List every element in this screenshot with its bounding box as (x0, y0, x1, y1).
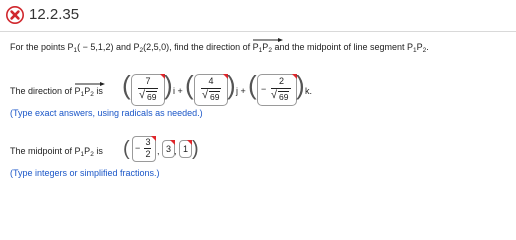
midpoint-z-value: 1 (182, 144, 188, 154)
comma-separator: , (157, 146, 160, 156)
open-paren: ( (123, 138, 130, 160)
problem-header (0, 0, 516, 30)
midpoint-hint: (Type integers or simplified fractions.) (10, 168, 160, 178)
answer-midpoint-x[interactable] (132, 136, 156, 162)
sqrt-icon: √ (139, 89, 146, 101)
midpoint-label: The midpoint of $P_1P_2$ is (10, 146, 103, 158)
close-paren: ) (164, 70, 173, 100)
problem-id: 12.2.35 (29, 6, 80, 23)
k-sign: − (261, 84, 267, 94)
i-numerator: 7 (145, 76, 151, 86)
vector-p1p2: $P_1P_2$ (253, 42, 272, 54)
header-divider (0, 31, 516, 32)
close-paren: ) (192, 138, 199, 160)
j-unit: j + (236, 86, 246, 96)
answer-j-component[interactable]: 4 √ 69 (194, 74, 228, 106)
answer-midpoint-z[interactable] (179, 140, 192, 158)
answer-i-component[interactable]: 7 √ 69 (131, 74, 165, 106)
answer-k-component[interactable]: − 2 √ 69 (257, 74, 297, 106)
question-text: For the points $P_1( - 5,1,2)$ and $P_2(2,5,0)$, find the direction of $P_1P_2$ and the midpoint of line segment $P_1P_2$. (10, 42, 429, 54)
incorrect-x-icon (6, 6, 24, 24)
comma-separator: , (174, 146, 177, 156)
open-paren: ( (185, 70, 194, 100)
midpoint-y-value: 3 (165, 144, 171, 154)
close-paren: ) (296, 70, 305, 100)
sqrt-icon: √ (202, 89, 209, 101)
j-numerator: 4 (208, 76, 214, 86)
k-unit: k. (305, 86, 313, 96)
open-paren: ( (248, 70, 257, 100)
k-numerator: 2 (278, 76, 284, 86)
sqrt-icon: √ (271, 89, 278, 101)
midpoint-x-denominator: 2 (145, 149, 151, 159)
close-paren: ) (227, 70, 236, 100)
direction-label: The direction of $P_1P_2$ is (10, 86, 103, 98)
midpoint-x-numerator: 3 (145, 137, 151, 147)
direction-hint: (Type exact answers, using radicals as needed.) (10, 108, 203, 118)
open-paren: ( (122, 70, 131, 100)
midpoint-x-sign: − (135, 143, 141, 153)
i-unit: i + (173, 86, 183, 96)
